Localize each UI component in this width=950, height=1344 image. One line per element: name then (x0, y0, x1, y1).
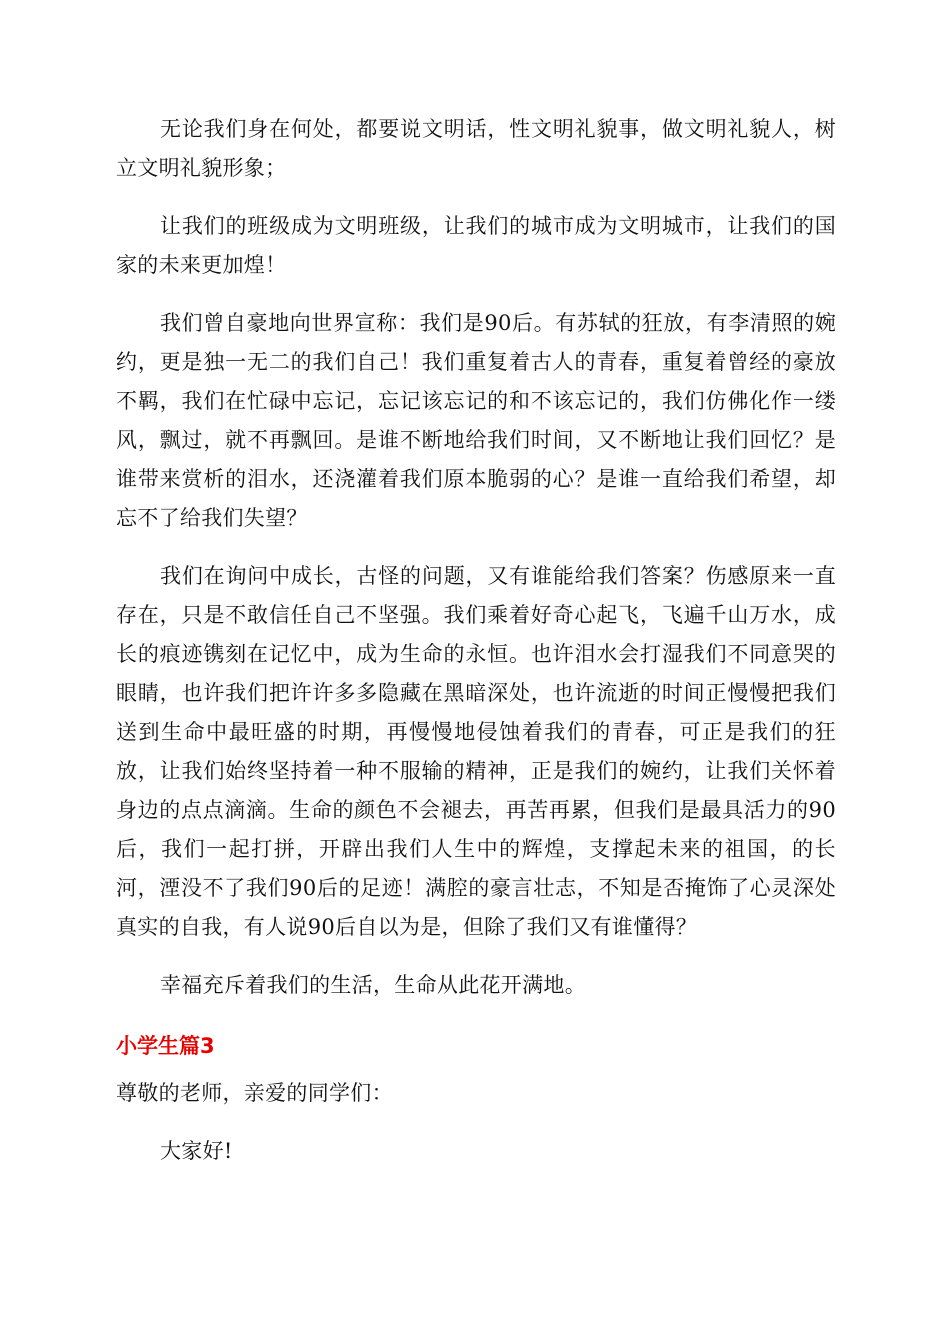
document-body (116, 110, 836, 1190)
paragraph-growing-up: 我们在询问中成长，古怪的问题，又有谁能给我们答案？伤感原来一直存在，只是不敢信任自己不坚强。我们乘着好奇心起飞，飞遍千山万水，成长的痕迹镌刻在记忆中，成为生命的永恒。也许泪水会打湿我们不同意哭的眼睛，也许我们把许许多多隐藏在黑暗深处，也许流逝的时间正慢慢把我们送到生命中最旺盛的时期，再慢慢地侵蚀着我们的青春，可正是我们的狂放，让我们始终坚持着一种不服输的精神，正是我们的婉约，让我们关怀着身边的点点滴滴。生命的颜色不会褪去，再苦再累，但我们是最具活力的90后，我们一起打拼，开辟出我们人生中的辉煌，支撑起未来的祖国，的长河，湮没不了我们90后的足迹！满腔的豪言壮志，不知是否掩饰了心灵深处真实的自我，有人说90后自以为是，但除了我们又有谁懂得？ (116, 564, 836, 939)
paragraph-civility: 无论我们身在何处，都要说文明话，性文明礼貌事，做文明礼貌人，树立文明礼貌形象； (116, 117, 836, 180)
paragraph-happiness: 幸福充斥着我们的生活，生命从此花开满地。 (160, 973, 586, 997)
paragraph-civilized-class: 让我们的班级成为文明班级，让我们的城市成为文明城市，让我们的国家的未来更加煌！ (116, 214, 836, 277)
salutation: 尊敬的老师，亲爱的同学们： (116, 1081, 393, 1105)
section-heading: 小学生篇3 (116, 1034, 215, 1058)
greeting: 大家好! (160, 1139, 233, 1163)
paragraph-post-90s: 我们曾自豪地向世界宣称：我们是90后。有苏轼的狂放，有李清照的婉约，更是独一无二的我们自己！我们重复着古人的青春，重复着曾经的豪放不羁，我们在忙碌中忘记，忘记该忘记的和不该忘记的，我们仿佛化作一缕风，飘过，就不再飘回。是谁不断地给我们时间，又不断地让我们回忆？是谁带来赏析的泪水，还浇灌着我们原本脆弱的心？是谁一直给我们希望，却忘不了给我们失望？ (116, 311, 836, 530)
